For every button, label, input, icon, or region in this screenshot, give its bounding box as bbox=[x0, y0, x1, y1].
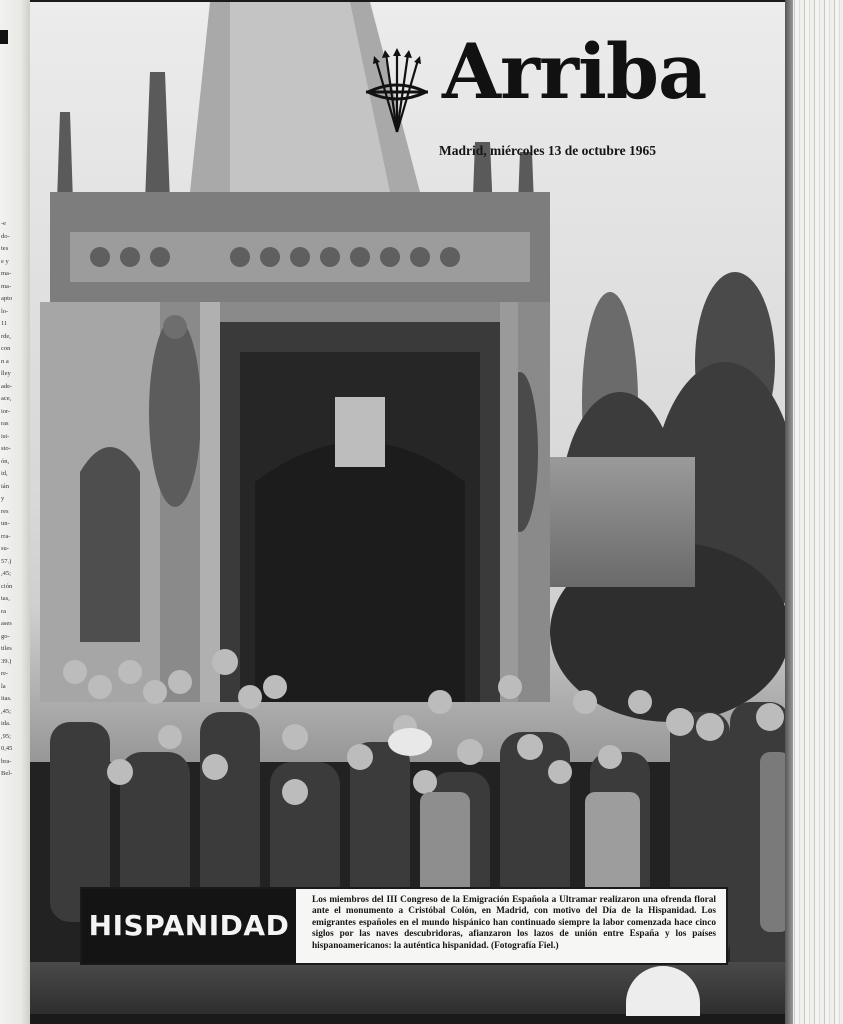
caption-text: Los miembros del III Congreso de la Emigración Española a Ultramar realizaron una ofrenda floral ante el monumento a Cristóbal Colón, en Madrid, con motivo del Día de la Hispanidad. Los emigrantes españoles en el mundo hispánico han continuado siempre la labor comenzada hace cinco siglos por las naves descubridoras, afianzaron los lazos de unión entre España y los países hispanoamericanos: la auténtica hispanidad. (Fotografía Fiel.) bbox=[312, 895, 716, 951]
left-page-fragment: -e bbox=[1, 220, 7, 227]
left-page-fragment: ma- bbox=[1, 270, 12, 277]
left-page-fragment: apto bbox=[1, 295, 13, 302]
left-page-fragment: id, bbox=[1, 470, 8, 477]
left-page-fragment: lo- bbox=[1, 307, 9, 315]
left-page-fragment: 57.) bbox=[1, 557, 12, 565]
left-page-fragment: ior- bbox=[1, 407, 11, 415]
left-page-fragment: rde, bbox=[1, 332, 11, 340]
caption-box bbox=[80, 887, 728, 965]
left-page-fragment: 11 bbox=[1, 320, 8, 327]
left-page-fragment: res bbox=[1, 507, 9, 515]
left-page-fragment: y bbox=[1, 495, 5, 502]
left-page-fragment: 39.) bbox=[1, 657, 12, 665]
left-page-fragment: ón, bbox=[1, 457, 10, 465]
newspaper-title: Arriba bbox=[442, 27, 707, 116]
left-page-fragment: ,95; bbox=[1, 732, 11, 740]
left-page-fragment: ace, bbox=[1, 395, 12, 402]
yoke-and-arrows-icon bbox=[366, 48, 428, 134]
left-page-fragment: re- bbox=[1, 670, 9, 677]
left-page-fragment: ma- bbox=[1, 282, 12, 290]
left-page-fragment: con bbox=[1, 345, 11, 352]
left-page-fragment: ras bbox=[1, 420, 9, 427]
left-page-fragment: su- bbox=[1, 545, 9, 552]
caption-label: HISPANIDAD bbox=[82, 889, 296, 963]
left-page-fragment: ist- bbox=[1, 432, 10, 440]
left-page-fragment: un- bbox=[1, 520, 10, 527]
left-page-fragment: bra- bbox=[1, 757, 12, 765]
left-page-fragment: e y bbox=[1, 257, 9, 265]
left-page-fragment: ,45; bbox=[1, 570, 11, 577]
left-page-fragment: ases bbox=[1, 620, 12, 627]
left-page-fragment: rra- bbox=[1, 532, 11, 540]
left-page-fragment: go- bbox=[1, 632, 10, 640]
left-page-fragment: ción bbox=[1, 582, 13, 590]
page-edge-mark bbox=[0, 30, 8, 44]
left-page-fragment: tiles bbox=[1, 645, 12, 652]
masthead bbox=[366, 27, 726, 170]
dateline: Madrid, miércoles 13 de octubre 1965 bbox=[439, 143, 656, 158]
left-page-fragment: n a bbox=[1, 357, 9, 365]
left-page-fragment: lley bbox=[1, 370, 11, 377]
left-page-fragment: Bel- bbox=[1, 770, 13, 777]
left-page-fragment: ,45; bbox=[1, 707, 11, 715]
left-page-fragment: ra bbox=[1, 607, 7, 615]
left-page-fragment: ida. bbox=[1, 720, 11, 727]
left-page-fragment: itas. bbox=[1, 695, 12, 702]
left-page-fragment: 0,45 bbox=[1, 745, 13, 752]
left-page-fragment: ade- bbox=[1, 382, 13, 390]
left-facing-page bbox=[0, 0, 30, 1024]
left-page-fragment: ián bbox=[1, 482, 9, 490]
left-page-fragment: la bbox=[1, 682, 6, 690]
left-page-fragment: tas, bbox=[1, 595, 10, 602]
left-page-fragment: tes bbox=[1, 245, 9, 252]
page-edges bbox=[785, 0, 843, 1024]
left-page-fragment: do- bbox=[1, 232, 10, 240]
left-page-fragment: sto- bbox=[1, 445, 11, 452]
